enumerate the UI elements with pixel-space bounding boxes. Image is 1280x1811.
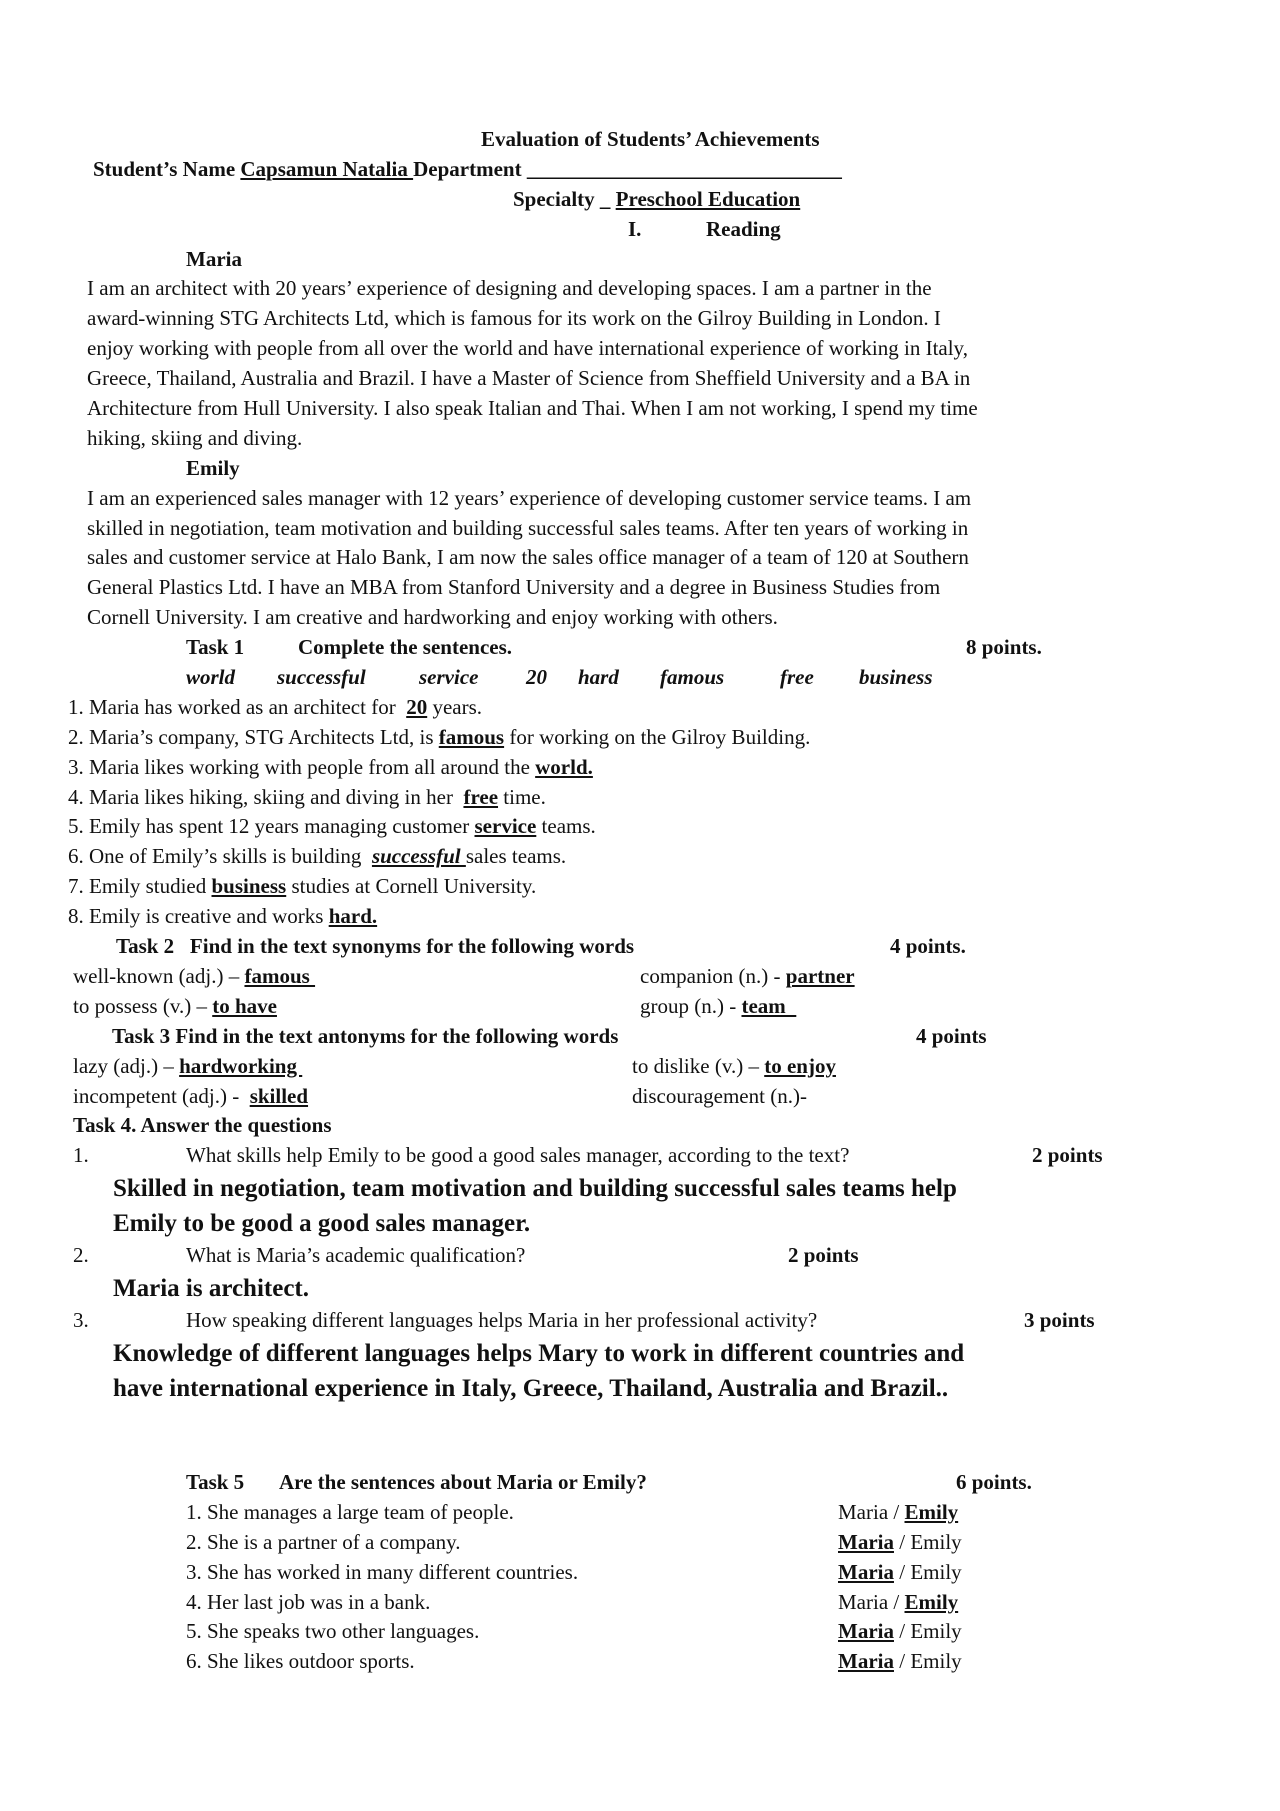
- maria-text-line: Greece, Thailand, Australia and Brazil. I have a Master of Science from Sheffield University and a BA in: [87, 366, 971, 391]
- question-text: How speaking different languages helps Maria in her professional activity?: [186, 1308, 818, 1333]
- emily-text-line: skilled in negotiation, team motivation and building successful sales teams. After ten years of working in: [87, 515, 969, 540]
- filled-answer: service: [474, 814, 537, 839]
- statement-text: 2. She is a partner of a company.: [186, 1529, 461, 1554]
- task2-row: [0, 962, 1280, 992]
- word-bank-item: service: [419, 665, 479, 690]
- emily-text-line: I am an experienced sales manager with 12 years’ experience of developing customer service teams. I am: [87, 485, 972, 510]
- filled-answer: business: [211, 874, 287, 899]
- word-bank-item: hard: [578, 665, 619, 690]
- question-number: 2.: [73, 1243, 89, 1268]
- answer-line: [0, 1271, 1280, 1306]
- statement-text: 6. She likes outdoor sports.: [186, 1649, 415, 1674]
- paragraph-line: [0, 394, 1280, 424]
- maria-emily-choice: [838, 1498, 958, 1528]
- option-maria: Maria: [838, 1619, 894, 1644]
- task1-title: Complete the sentences.: [298, 635, 513, 660]
- task5-item: [0, 1588, 1280, 1618]
- task4-section: [0, 1111, 1280, 1406]
- sentence-text: 3. Maria likes working with people from all around the: [68, 754, 536, 779]
- document-title: Evaluation of Students’ Achievements: [481, 127, 820, 151]
- statement-text: 5. She speaks two other languages.: [186, 1619, 480, 1644]
- task1-item: [0, 693, 1280, 723]
- filled-answer: 20: [406, 694, 428, 719]
- word-bank: [0, 663, 1280, 693]
- specialty-row: [0, 185, 1280, 215]
- word-bank-item: famous: [660, 665, 725, 690]
- word-prompt: group (n.) -: [640, 993, 742, 1018]
- emily-heading-text: Emily: [186, 455, 240, 480]
- option-emily: Emily: [904, 1499, 959, 1524]
- sentence-text: 6. One of Emily’s skills is building: [68, 844, 372, 869]
- task2-section: [0, 932, 1280, 1022]
- maria-emily-choice: [838, 1647, 962, 1677]
- task5-item: [0, 1528, 1280, 1558]
- option-maria: Maria: [838, 1529, 894, 1554]
- task2-points: 4 points.: [890, 934, 966, 959]
- emily-text-line: Cornell University. I am creative and hardworking and enjoy working with others.: [87, 605, 778, 630]
- paragraph-line: [0, 514, 1280, 544]
- paragraph-line: [0, 484, 1280, 514]
- word-prompt: well-known (adj.) –: [73, 963, 245, 988]
- option-maria: Maria: [838, 1649, 894, 1674]
- section-title: Reading: [706, 216, 781, 241]
- paragraph-line: [0, 543, 1280, 573]
- word-prompt: lazy (adj.) –: [73, 1053, 180, 1078]
- word-prompt: companion (n.) -: [640, 963, 786, 988]
- word-answer: team: [741, 993, 797, 1018]
- paragraph-line: [0, 304, 1280, 334]
- question-number: 3.: [73, 1308, 89, 1333]
- paragraph-line: [0, 573, 1280, 603]
- sentence-text: sales teams.: [465, 844, 567, 869]
- task1-item: [0, 753, 1280, 783]
- answer-text: Knowledge of different languages helps Mary to work in different countries and: [113, 1339, 971, 1367]
- answer-line: [0, 1336, 1280, 1371]
- sentence-text: 2. Maria’s company, STG Architects Ltd, is: [68, 724, 439, 749]
- filled-answer: free: [463, 784, 499, 809]
- maria-emily-choice: [838, 1617, 962, 1647]
- reading-section: [0, 245, 1280, 634]
- question-row: [0, 1241, 1280, 1271]
- maria-heading-text: Maria: [186, 246, 242, 271]
- word-bank-item: 20: [526, 665, 547, 690]
- task1-item: [0, 872, 1280, 902]
- word-answer: to enjoy: [764, 1053, 836, 1078]
- word-bank-item: successful: [277, 665, 366, 690]
- question-points: 2 points: [1032, 1143, 1103, 1168]
- maria-emily-choice: [838, 1558, 962, 1588]
- sentence-text: 1. Maria has worked as an architect for: [68, 694, 407, 719]
- word-answer: partner: [785, 963, 855, 988]
- task1-item: [0, 902, 1280, 932]
- task2-title: Task 2 Find in the text synonyms for the following words: [116, 934, 635, 959]
- department-label: Department: [413, 156, 527, 181]
- task1-label: Task 1: [186, 635, 245, 660]
- student-name-row: [0, 155, 1280, 185]
- student-name: Capsamun Natalia: [240, 156, 414, 181]
- statement-text: 4. Her last job was in a bank.: [186, 1589, 431, 1614]
- task1-heading: [0, 633, 1280, 663]
- maria-emily-choice: [838, 1588, 958, 1618]
- sentence-text: 4. Maria likes hiking, skiing and diving in her: [68, 784, 464, 809]
- option-emily: Emily: [904, 1589, 959, 1614]
- sentence-text: 5. Emily has spent 12 years managing customer: [68, 814, 475, 839]
- section-heading: [0, 215, 1280, 245]
- question-row: [0, 1306, 1280, 1336]
- paragraph-line: [0, 334, 1280, 364]
- emily-text-line: General Plastics Ltd. I have an MBA from Stanford University and a degree in Business Studies from: [87, 575, 941, 600]
- maria-emily-choice: [838, 1528, 962, 1558]
- task5-points: 6 points.: [956, 1469, 1032, 1494]
- statement-text: 3. She has worked in many different countries.: [186, 1559, 579, 1584]
- answer-line: [0, 1206, 1280, 1241]
- paragraph-line: [0, 603, 1280, 633]
- maria-text-line: I am an architect with 20 years’ experience of designing and developing spaces. I am a partner in the: [87, 276, 932, 301]
- specialty-value: Preschool Education: [615, 186, 801, 211]
- emily-heading: [0, 454, 1280, 484]
- document-title-row: [0, 125, 1280, 155]
- task1-item: [0, 723, 1280, 753]
- document-page: [0, 125, 1280, 1677]
- sentence-text: time.: [498, 784, 546, 809]
- maria-heading: [0, 245, 1280, 275]
- task1-points: 8 points.: [966, 635, 1042, 660]
- section-number: I.: [628, 216, 642, 241]
- paragraph-line: [0, 424, 1280, 454]
- answer-text: Maria is architect.: [113, 1275, 309, 1303]
- filled-answer: famous: [438, 724, 505, 749]
- option-separator: /: [893, 1649, 911, 1674]
- answer-text: Emily to be good a good sales manager.: [113, 1210, 531, 1238]
- task5-item: [0, 1617, 1280, 1647]
- filled-answer: world.: [535, 754, 593, 779]
- statement-text: 1. She manages a large team of people.: [186, 1499, 514, 1524]
- question-text: What is Maria’s academic qualification?: [186, 1243, 526, 1268]
- question-number: 1.: [73, 1143, 89, 1168]
- paragraph-line: [0, 274, 1280, 304]
- word-bank-item: business: [859, 665, 933, 690]
- sentence-text: years.: [427, 694, 483, 719]
- task3-points: 4 points: [916, 1023, 987, 1048]
- word-prompt: incompetent (adj.) -: [73, 1083, 250, 1108]
- task5-label: Task 5: [186, 1469, 245, 1494]
- task1-item: [0, 842, 1280, 872]
- question-points: 3 points: [1024, 1308, 1095, 1333]
- question-points: 2 points: [788, 1243, 859, 1268]
- task3-row: [0, 1082, 1280, 1112]
- spacer: [0, 1406, 1280, 1468]
- task4-title: Task 4. Answer the questions: [73, 1113, 332, 1138]
- maria-text-line: award-winning STG Architects Ltd, which is famous for its work on the Gilroy Building in London. I: [87, 306, 941, 331]
- option-emily: Emily: [910, 1529, 962, 1554]
- task1-item: [0, 783, 1280, 813]
- task3-heading: [0, 1022, 1280, 1052]
- option-separator: /: [893, 1619, 911, 1644]
- task1-item: [0, 812, 1280, 842]
- sentence-text: 7. Emily studied: [68, 874, 212, 899]
- sentence-text: for working on the Gilroy Building.: [504, 724, 811, 749]
- option-emily: Emily: [910, 1619, 962, 1644]
- paragraph-line: [0, 364, 1280, 394]
- word-answer: skilled: [249, 1083, 309, 1108]
- task5-item: [0, 1558, 1280, 1588]
- department-blank: ______________________________: [526, 156, 842, 181]
- option-maria: Maria: [838, 1499, 889, 1524]
- task4-heading: [0, 1111, 1280, 1141]
- option-separator: /: [893, 1529, 911, 1554]
- name-label: Student’s Name: [93, 156, 241, 181]
- task2-row: [0, 992, 1280, 1022]
- option-separator: /: [893, 1559, 911, 1584]
- answer-text: have international experience in Italy, Greece, Thailand, Australia and Brazil..: [113, 1374, 949, 1402]
- maria-text-line: enjoy working with people from all over the world and have international experience of working in Italy,: [87, 336, 968, 361]
- task2-heading: [0, 932, 1280, 962]
- task5-item: [0, 1647, 1280, 1677]
- option-separator: /: [888, 1499, 905, 1524]
- word-answer: to have: [212, 993, 277, 1018]
- maria-text-line: hiking, skiing and diving.: [87, 425, 303, 450]
- option-maria: Maria: [838, 1559, 894, 1584]
- task1-section: [0, 633, 1280, 932]
- sentence-text: studies at Cornell University.: [286, 874, 537, 899]
- word-prompt: to possess (v.) –: [73, 993, 213, 1018]
- filled-answer: hard.: [328, 904, 378, 929]
- answer-text: Skilled in negotiation, team motivation and building successful sales teams help: [113, 1175, 964, 1203]
- maria-text-line: Architecture from Hull University. I also speak Italian and Thai. When I am not working, I spend my time: [87, 396, 978, 421]
- option-maria: Maria: [838, 1589, 889, 1614]
- task5-section: [0, 1468, 1280, 1677]
- option-emily: Emily: [910, 1559, 962, 1584]
- question-text: What skills help Emily to be good a good sales manager, according to the text?: [186, 1143, 850, 1168]
- question-row: [0, 1141, 1280, 1171]
- word-answer: hardworking: [179, 1053, 303, 1078]
- task5-title: Are the sentences about Maria or Emily?: [279, 1469, 647, 1494]
- option-emily: Emily: [910, 1649, 962, 1674]
- filled-answer: successful: [371, 844, 466, 869]
- word-bank-item: free: [780, 665, 814, 690]
- task5-heading: [0, 1468, 1280, 1498]
- task3-row: [0, 1052, 1280, 1082]
- sentence-text: 8. Emily is creative and works: [68, 904, 329, 929]
- task5-item: [0, 1498, 1280, 1528]
- sentence-text: teams.: [536, 814, 596, 839]
- specialty-label: Specialty _: [513, 186, 616, 211]
- emily-text-line: sales and customer service at Halo Bank, I am now the sales office manager of a team of 120 at Southern: [87, 545, 969, 570]
- word-prompt: discouragement (n.)-: [632, 1083, 807, 1108]
- option-separator: /: [888, 1589, 905, 1614]
- task3-section: [0, 1022, 1280, 1112]
- task3-title: Task 3 Find in the text antonyms for the following words: [112, 1023, 619, 1048]
- word-bank-item: world: [186, 665, 236, 690]
- answer-line: [0, 1371, 1280, 1406]
- answer-line: [0, 1171, 1280, 1206]
- word-answer: famous: [244, 963, 316, 988]
- word-prompt: to dislike (v.) –: [632, 1053, 765, 1078]
